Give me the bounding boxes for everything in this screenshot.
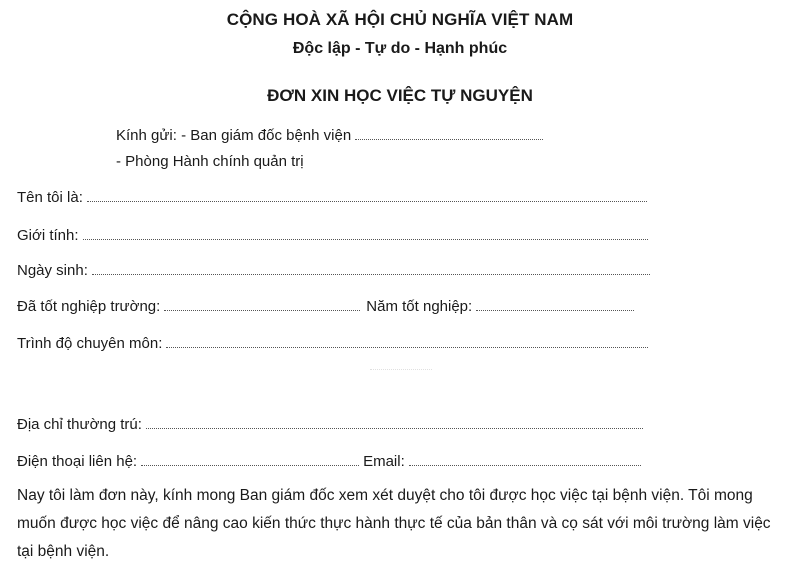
gender-row bbox=[17, 222, 648, 244]
dob-row bbox=[17, 257, 650, 279]
contact-row bbox=[17, 448, 641, 470]
recipient-2-text: - Phòng Hành chính quản trị bbox=[116, 153, 304, 170]
faint-dotted-mark bbox=[370, 368, 432, 370]
grad-year-blank bbox=[476, 309, 634, 311]
dob-label: Ngày sinh: bbox=[17, 262, 88, 279]
national-header: CỘNG HOÀ XÃ HỘI CHỦ NGHĨA VIỆT NAM bbox=[226, 10, 574, 29]
address-blank bbox=[146, 427, 643, 429]
name-blank bbox=[87, 200, 647, 202]
phone-blank bbox=[141, 464, 359, 466]
email-blank bbox=[409, 464, 641, 466]
grad-year-label: Năm tốt nghiệp: bbox=[366, 298, 473, 315]
recipient-line-2 bbox=[116, 148, 304, 170]
email-label: Email: bbox=[363, 453, 405, 470]
gender-label: Giới tính: bbox=[17, 227, 79, 244]
school-row bbox=[17, 293, 634, 315]
request-paragraph: Nay tôi làm đơn này, kính mong Ban giám đốc xem xét duyệt cho tôi được học việc tại bệnh viện. Tôi mong muốn được học việc để nâng cao kiến thức thực hành thực tế của bản thân và cọ sát với môi trường làm việc tại bệnh viện. bbox=[17, 487, 771, 560]
recipient-line-1 bbox=[116, 122, 543, 144]
national-motto: Độc lập - Tự do - Hạnh phúc bbox=[292, 40, 508, 57]
recipient-1-text: Kính gửi: - Ban giám đốc bệnh viện bbox=[116, 127, 352, 144]
school-label: Đã tốt nghiệp trường: bbox=[17, 298, 161, 315]
dob-blank bbox=[92, 273, 650, 275]
name-label: Tên tôi là: bbox=[17, 189, 83, 206]
qualification-label: Trình độ chuyên môn: bbox=[17, 335, 163, 352]
form-title: ĐƠN XIN HỌC VIỆC TỰ NGUYỆN bbox=[267, 86, 533, 105]
qualification-blank bbox=[166, 346, 648, 348]
name-row bbox=[17, 184, 647, 206]
school-blank bbox=[164, 309, 360, 311]
address-row bbox=[17, 411, 643, 433]
gender-blank bbox=[83, 238, 648, 240]
phone-label: Điện thoại liên hệ: bbox=[17, 453, 138, 470]
qualification-row bbox=[17, 330, 648, 352]
address-label: Địa chỉ thường trú: bbox=[17, 416, 142, 433]
recipient-1-blank bbox=[355, 138, 543, 140]
